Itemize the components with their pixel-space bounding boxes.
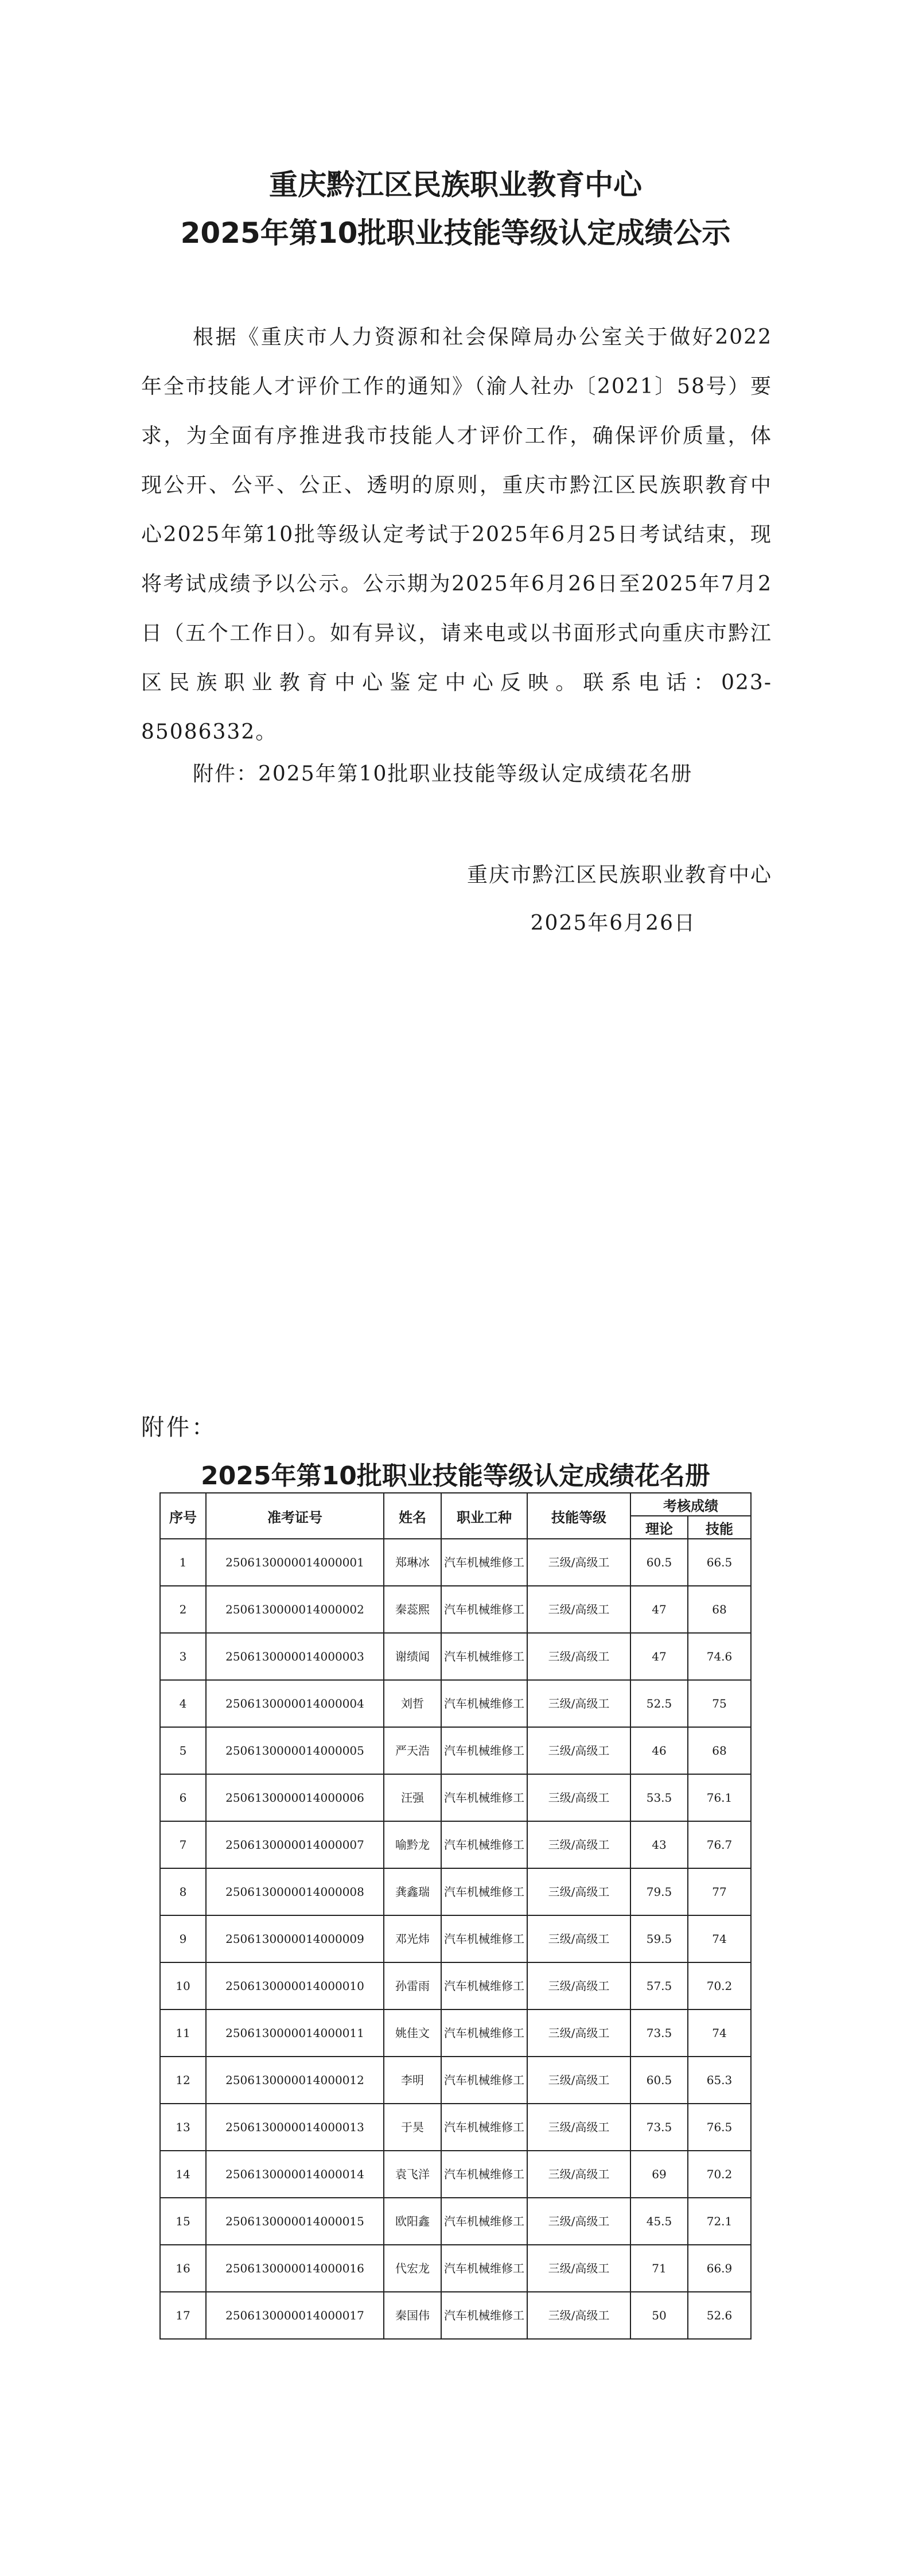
header-theory: 理论 xyxy=(630,1516,688,1539)
cell-trade: 汽车机械维修工 xyxy=(441,2104,527,2151)
cell-index: 5 xyxy=(160,1727,206,1774)
cell-trade: 汽车机械维修工 xyxy=(441,1586,527,1633)
cell-level: 三级/高级工 xyxy=(527,2151,630,2198)
cell-index: 13 xyxy=(160,2104,206,2151)
cell-theory-score: 73.5 xyxy=(630,2009,688,2057)
cell-exam-id: 2506130000014000009 xyxy=(206,1915,384,1962)
cell-exam-id: 2506130000014000005 xyxy=(206,1727,384,1774)
cell-exam-id: 2506130000014000010 xyxy=(206,1962,384,2009)
cell-exam-id: 2506130000014000016 xyxy=(206,2245,384,2292)
cell-index: 8 xyxy=(160,1868,206,1915)
cell-exam-id: 2506130000014000001 xyxy=(206,1539,384,1586)
cell-skill-score: 74 xyxy=(688,1915,751,1962)
cell-level: 三级/高级工 xyxy=(527,1774,630,1821)
cell-index: 2 xyxy=(160,1586,206,1633)
cell-name: 代宏龙 xyxy=(384,2245,441,2292)
header-name: 姓名 xyxy=(384,1493,441,1539)
cell-name: 龚鑫瑞 xyxy=(384,1868,441,1915)
header-scores: 考核成绩 xyxy=(630,1493,751,1516)
cell-skill-score: 76.5 xyxy=(688,2104,751,2151)
table-row xyxy=(160,2104,751,2151)
cell-name: 邓光炜 xyxy=(384,1915,441,1962)
cell-level: 三级/高级工 xyxy=(527,1680,630,1727)
cell-exam-id: 2506130000014000017 xyxy=(206,2292,384,2339)
cell-trade: 汽车机械维修工 xyxy=(441,2057,527,2104)
cell-exam-id: 2506130000014000007 xyxy=(206,1821,384,1868)
cell-index: 3 xyxy=(160,1633,206,1680)
cell-exam-id: 2506130000014000015 xyxy=(206,2198,384,2245)
cell-trade: 汽车机械维修工 xyxy=(441,2151,527,2198)
cell-trade: 汽车机械维修工 xyxy=(441,2009,527,2057)
table-row xyxy=(160,1586,751,1633)
cell-trade: 汽车机械维修工 xyxy=(441,2292,527,2339)
cell-theory-score: 47 xyxy=(630,1586,688,1633)
cell-trade: 汽车机械维修工 xyxy=(441,1915,527,1962)
cell-skill-score: 66.9 xyxy=(688,2245,751,2292)
cell-index: 1 xyxy=(160,1539,206,1586)
cell-level: 三级/高级工 xyxy=(527,1633,630,1680)
header-exam-id: 准考证号 xyxy=(206,1493,384,1539)
cell-theory-score: 47 xyxy=(630,1633,688,1680)
cell-theory-score: 50 xyxy=(630,2292,688,2339)
cell-name: 李明 xyxy=(384,2057,441,2104)
cell-name: 秦蕊熙 xyxy=(384,1586,441,1633)
cell-name: 郑琳冰 xyxy=(384,1539,441,1586)
cell-theory-score: 59.5 xyxy=(630,1915,688,1962)
cell-name: 汪强 xyxy=(384,1774,441,1821)
cell-index: 11 xyxy=(160,2009,206,2057)
table-row xyxy=(160,1821,751,1868)
cell-theory-score: 57.5 xyxy=(630,1962,688,2009)
cell-exam-id: 2506130000014000008 xyxy=(206,1868,384,1915)
cell-skill-score: 72.1 xyxy=(688,2198,751,2245)
table-row xyxy=(160,2292,751,2339)
cell-theory-score: 43 xyxy=(630,1821,688,1868)
cell-theory-score: 73.5 xyxy=(630,2104,688,2151)
cell-exam-id: 2506130000014000014 xyxy=(206,2151,384,2198)
roster-title: 2025年第10批职业技能等级认定成绩花名册 xyxy=(201,1461,710,1491)
cell-skill-score: 66.5 xyxy=(688,1539,751,1586)
cell-name: 谢绩闻 xyxy=(384,1633,441,1680)
cell-exam-id: 2506130000014000003 xyxy=(206,1633,384,1680)
cell-exam-id: 2506130000014000004 xyxy=(206,1680,384,1727)
cell-skill-score: 68 xyxy=(688,1727,751,1774)
cell-index: 10 xyxy=(160,1962,206,2009)
score-roster-table xyxy=(159,1492,752,2340)
header-skill: 技能 xyxy=(688,1516,751,1539)
cell-trade: 汽车机械维修工 xyxy=(441,1539,527,1586)
cell-trade: 汽车机械维修工 xyxy=(441,2245,527,2292)
cell-level: 三级/高级工 xyxy=(527,2292,630,2339)
cell-index: 9 xyxy=(160,1915,206,1962)
table-row xyxy=(160,1915,751,1962)
cell-level: 三级/高级工 xyxy=(527,1727,630,1774)
notice-body: 根据《重庆市人力资源和社会保障局办公室关于做好2022年全市技能人才评价工作的通知》（渝人社办〔2021〕58号）要求，为全面有序推进我市技能人才评价工作，确保评价质量，体现公开、公平、公正、透明的原则，重庆市黔江区民族职教育中心2025年第10批等级认定考试于2025年6月25日考试结束，现将考试成绩予以公示。公示期为2025年6月26日至2025年7月2日（五个工作日）。如有异议，请来电或以书面形式向重庆市黔江区民族职业教育中心鉴定中心反映。联系电话：023-85086332。 xyxy=(141,325,772,744)
table-row xyxy=(160,1680,751,1727)
cell-index: 12 xyxy=(160,2057,206,2104)
cell-level: 三级/高级工 xyxy=(527,1539,630,1586)
signature-organization: 重庆市黔江区民族职业教育中心 xyxy=(466,863,772,887)
document-title-line1: 重庆黔江区民族职业教育中心 xyxy=(269,168,642,201)
cell-theory-score: 46 xyxy=(630,1727,688,1774)
table-row xyxy=(160,2198,751,2245)
cell-exam-id: 2506130000014000002 xyxy=(206,1586,384,1633)
cell-theory-score: 79.5 xyxy=(630,1868,688,1915)
table-row xyxy=(160,1539,751,1586)
attachment-note: 附件：2025年第10批职业技能等级认定成绩花名册 xyxy=(193,762,693,786)
cell-skill-score: 74.6 xyxy=(688,1633,751,1680)
table-row xyxy=(160,1868,751,1915)
cell-skill-score: 76.7 xyxy=(688,1821,751,1868)
cell-trade: 汽车机械维修工 xyxy=(441,1727,527,1774)
cell-skill-score: 70.2 xyxy=(688,2151,751,2198)
cell-trade: 汽车机械维修工 xyxy=(441,1774,527,1821)
cell-skill-score: 52.6 xyxy=(688,2292,751,2339)
table-row xyxy=(160,2057,751,2104)
cell-level: 三级/高级工 xyxy=(527,2198,630,2245)
cell-skill-score: 68 xyxy=(688,1586,751,1633)
cell-index: 6 xyxy=(160,1774,206,1821)
cell-level: 三级/高级工 xyxy=(527,2245,630,2292)
cell-name: 于昊 xyxy=(384,2104,441,2151)
header-trade: 职业工种 xyxy=(441,1493,527,1539)
cell-exam-id: 2506130000014000006 xyxy=(206,1774,384,1821)
cell-skill-score: 77 xyxy=(688,1868,751,1915)
cell-theory-score: 71 xyxy=(630,2245,688,2292)
cell-name: 孙雷雨 xyxy=(384,1962,441,2009)
cell-name: 喻黔龙 xyxy=(384,1821,441,1868)
document-title-line2: 2025年第10批职业技能等级认定成绩公示 xyxy=(180,216,731,250)
table-row xyxy=(160,1633,751,1680)
cell-exam-id: 2506130000014000013 xyxy=(206,2104,384,2151)
table-row xyxy=(160,1727,751,1774)
header-level: 技能等级 xyxy=(527,1493,630,1539)
cell-trade: 汽车机械维修工 xyxy=(441,2198,527,2245)
table-row xyxy=(160,2151,751,2198)
cell-theory-score: 60.5 xyxy=(630,1539,688,1586)
cell-name: 欧阳鑫 xyxy=(384,2198,441,2245)
cell-skill-score: 70.2 xyxy=(688,1962,751,2009)
cell-skill-score: 76.1 xyxy=(688,1774,751,1821)
cell-level: 三级/高级工 xyxy=(527,1821,630,1868)
cell-skill-score: 75 xyxy=(688,1680,751,1727)
cell-level: 三级/高级工 xyxy=(527,1915,630,1962)
cell-trade: 汽车机械维修工 xyxy=(441,1962,527,2009)
cell-name: 严天浩 xyxy=(384,1727,441,1774)
cell-index: 16 xyxy=(160,2245,206,2292)
table-row xyxy=(160,1962,751,2009)
cell-theory-score: 53.5 xyxy=(630,1774,688,1821)
cell-name: 秦国伟 xyxy=(384,2292,441,2339)
cell-trade: 汽车机械维修工 xyxy=(441,1633,527,1680)
table-row xyxy=(160,1774,751,1821)
cell-level: 三级/高级工 xyxy=(527,2057,630,2104)
table-row xyxy=(160,2245,751,2292)
cell-theory-score: 52.5 xyxy=(630,1680,688,1727)
cell-exam-id: 2506130000014000011 xyxy=(206,2009,384,2057)
cell-level: 三级/高级工 xyxy=(527,1868,630,1915)
cell-trade: 汽车机械维修工 xyxy=(441,1821,527,1868)
cell-index: 15 xyxy=(160,2198,206,2245)
cell-theory-score: 69 xyxy=(630,2151,688,2198)
cell-index: 14 xyxy=(160,2151,206,2198)
cell-index: 7 xyxy=(160,1821,206,1868)
cell-trade: 汽车机械维修工 xyxy=(441,1680,527,1727)
cell-level: 三级/高级工 xyxy=(527,1586,630,1633)
cell-name: 袁飞洋 xyxy=(384,2151,441,2198)
cell-level: 三级/高级工 xyxy=(527,1962,630,2009)
cell-skill-score: 74 xyxy=(688,2009,751,2057)
appendix-label: 附件： xyxy=(141,1414,217,1441)
cell-trade: 汽车机械维修工 xyxy=(441,1868,527,1915)
cell-theory-score: 45.5 xyxy=(630,2198,688,2245)
cell-level: 三级/高级工 xyxy=(527,2009,630,2057)
header-index: 序号 xyxy=(160,1493,206,1539)
cell-name: 姚佳文 xyxy=(384,2009,441,2057)
cell-skill-score: 65.3 xyxy=(688,2057,751,2104)
signature-date: 2025年6月26日 xyxy=(530,911,696,935)
cell-index: 4 xyxy=(160,1680,206,1727)
cell-level: 三级/高级工 xyxy=(527,2104,630,2151)
cell-exam-id: 2506130000014000012 xyxy=(206,2057,384,2104)
table-row xyxy=(160,2009,751,2057)
cell-name: 刘哲 xyxy=(384,1680,441,1727)
roster-body xyxy=(160,1539,751,2339)
cell-theory-score: 60.5 xyxy=(630,2057,688,2104)
cell-index: 17 xyxy=(160,2292,206,2339)
